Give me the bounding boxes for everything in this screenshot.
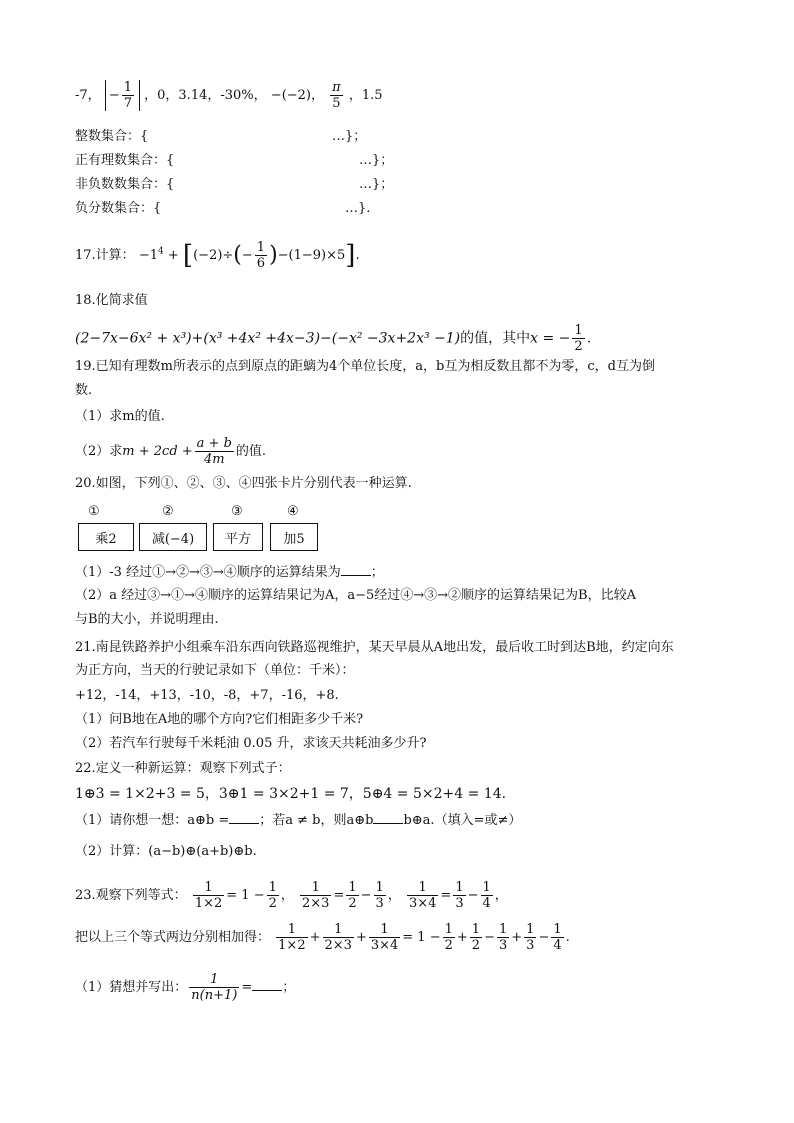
q22-part2: （2）计算：(a−b)⊕(a+b)⊕b. — [75, 844, 257, 859]
set-negative-fraction: 负分数集合：{ …}. — [75, 201, 371, 216]
q17: 17.计算： $-1^4 + [(-2)\div(-$ $\frac{1}{6}$ )−(1−9)×5]. — [75, 240, 360, 271]
card-2: 减(−4) — [139, 523, 207, 551]
q16-numbers-c: ，1.5 — [348, 88, 383, 103]
q22-part1: （1）请你想一想：a⊕b = ；若a ≠ b，则a⊕b b⊕a.（填入=或≠） — [75, 813, 522, 828]
card-1-number: ① — [88, 504, 100, 519]
answer-blank — [373, 811, 403, 824]
set-nonnegative: 非负数数集合：{ …}； — [75, 177, 394, 192]
abs-value: − $\frac{1}{7}$ — [105, 80, 140, 111]
card-3-number: ③ — [231, 504, 243, 519]
card-4: 加5 — [270, 523, 318, 551]
card-2-number: ② — [162, 504, 174, 519]
q18-title: 18.化简求值 — [75, 293, 148, 308]
answer-blank — [341, 563, 371, 576]
fraction: $\frac{1}{1\times 2}$ — [194, 880, 223, 911]
fraction: $\frac{1}{2}$ — [348, 880, 357, 911]
card-3: 平方 — [213, 523, 263, 551]
fraction: $\frac{1}{3}$ — [375, 880, 384, 911]
fraction: $\frac{1}{6}$ — [256, 240, 266, 271]
q20-part2-line1: （2）a 经过③→①→④顺序的运算结果记为A，a−5经过④→③→②顺序的运算结果记为B，比较A — [75, 588, 636, 603]
fraction: $\frac{1}{2}$ — [574, 323, 583, 354]
fraction: $\frac{1}{2\times 3}$ — [302, 880, 330, 911]
q18-expr: (2−7x−6x² + x³)+(x³ +4x² +4x−3)−(−x² −3x+2x³ −1)的值，其中x = − $\frac{1}{2}$ . — [75, 323, 592, 354]
q21-line2: 为正方向，当天的行驶记录如下（单位：千米）： — [75, 663, 355, 678]
answer-blank — [252, 978, 282, 991]
q19-part1: （1）求m的值. — [75, 409, 165, 424]
card-4-number: ④ — [287, 504, 299, 519]
fraction: $\frac{1}{4}$ — [482, 880, 491, 911]
set-positive-rational: 正有理数集合：{ …}； — [75, 153, 394, 168]
fraction: $\frac{1}{n(n+1)}$ — [191, 972, 238, 1003]
q16-numbers-a: -7， — [75, 88, 101, 103]
q23-part1: （1）猜想并写出： $\frac{1}{n(n+1)}$ = ； — [75, 972, 296, 1003]
q20-part1: （1）-3 经过①→②→③→④顺序的运算结果为 ； — [75, 565, 384, 580]
answer-blank — [229, 811, 259, 824]
q21-line3: +12，-14，+13，-10，-8，+7，-16，+8. — [75, 688, 339, 703]
fraction: $\frac{1}{2}$ — [268, 880, 277, 911]
q19-line1: 19.已知有理数m所表示的点到原点的距螭为4个单位长度，a，b互为相反数且都不为零，c，d互为倒 — [75, 359, 655, 374]
q20-intro: 20.如图，下列①、②、③、④四张卡片分别代表一种运算. — [75, 476, 412, 491]
fraction: $\frac{1}{7}$ — [123, 80, 132, 111]
q23-sum: 把以上三个等式两边分别相加得： $\frac{1}{1\times 2}$ + $\frac{1}{2\times 3}$ + $\frac{1}{3\times 4}$ = 1 − $\frac{1}{2}$ + $\frac{1}{2}$ − $\frac{1}{3}$ + $\frac{1}{3}$ − $\frac{1}{4}$ . — [75, 922, 570, 953]
q19-part2: （2）求m + 2cd + $\frac{a + b}{4m}$ 的值. — [75, 436, 267, 467]
q21-part2: （2）若汽车行驶每千米耗油 0.05 升，求该天共耗油多少升? — [75, 736, 427, 751]
q22-examples: 1⊕3 = 1×2+3 = 5，3⊕1 = 3×2+1 = 7，5⊕4 = 5×2+4 = 14. — [75, 786, 507, 802]
q22-intro: 22.定义一种新运算：观察下列式子： — [75, 761, 291, 776]
pi-fraction: $\frac{\pi}{5}$ — [332, 80, 341, 111]
fraction: $\frac{1}{3\times 4}$ — [408, 880, 437, 911]
q21-line1: 21.南昆铁路养护小组乘车沿东西向铁路巡视维护，某天早晨从A地出发，最后收工时到达B地，约定向东 — [75, 640, 674, 655]
fraction: $\frac{1}{3}$ — [455, 880, 464, 911]
q20-part2-line2: 与B的大小，并说明理由. — [75, 612, 219, 627]
q21-part1: （1）问B地在A地的哪个方向?它们相距多少千米? — [75, 712, 364, 727]
q16-numbers-b: ，0，3.14，-30%， — [144, 88, 267, 103]
fraction: $\frac{a + b}{4m}$ — [196, 436, 232, 467]
q16-numbers: -7， − $\frac{1}{7}$ ，0，3.14，-30%， −(−2)， $\frac{\pi}{5}$ ，1.5 — [75, 80, 383, 111]
q19-line2: 数. — [75, 383, 93, 398]
q16-neg-paren: −(−2) — [270, 88, 311, 103]
card-1: 乘2 — [78, 523, 134, 551]
set-integer: 整数集合：{ …}； — [75, 129, 367, 144]
q23-equations: 23.观察下列等式： $\frac{1}{1\times 2}$ = 1 − $\frac{1}{2}$ ， $\frac{1}{2\times 3}$ = $\frac{1}{2}$ − $\frac{1}{3}$ ， $\frac{1}{3\times 4}$ = $\frac{1}{3}$ − $\frac{1}{4}$ ， — [75, 880, 508, 911]
